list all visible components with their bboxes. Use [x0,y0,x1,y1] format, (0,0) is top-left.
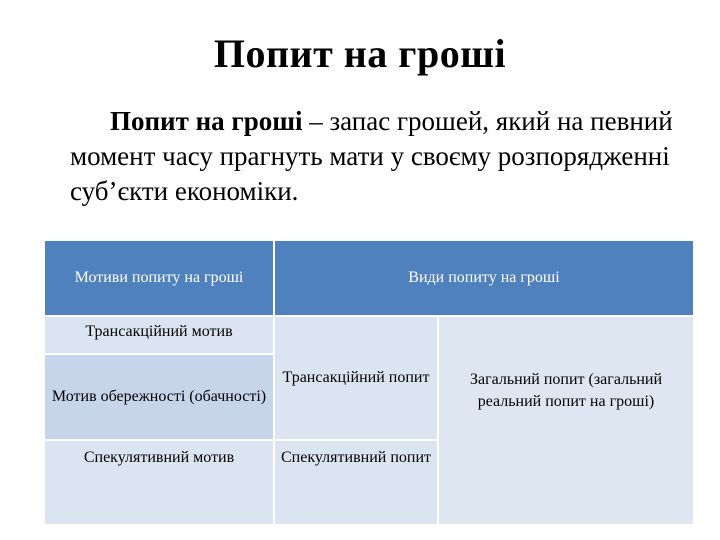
definition-paragraph [70,104,690,209]
header-types: Види попиту на гроші [274,240,694,316]
table-header-row [44,240,694,316]
definition-term: Попит на гроші [110,106,303,136]
slide-title: Попит на гроші [213,31,507,76]
type-transactional-demand: Трансакційний попит [274,316,438,440]
motive-precautionary: Мотив обережності (обачності) [44,354,274,440]
type-total-demand: Загальний попит (загальний реальний попит на гроші) [438,316,694,525]
table-row [44,316,694,354]
motive-speculative: Спекулятивний мотив [44,440,274,525]
money-demand-table [43,239,695,526]
header-motives: Мотиви попиту на гроші [44,240,274,316]
motive-transactional: Трансакційний мотив [44,316,274,354]
definition-text: – запас грошей, який на певний момент часу прагнуть мати у своєму розпорядженні суб’єкти економіки. [70,106,673,206]
type-speculative-demand: Спекулятивний попит [274,440,438,525]
